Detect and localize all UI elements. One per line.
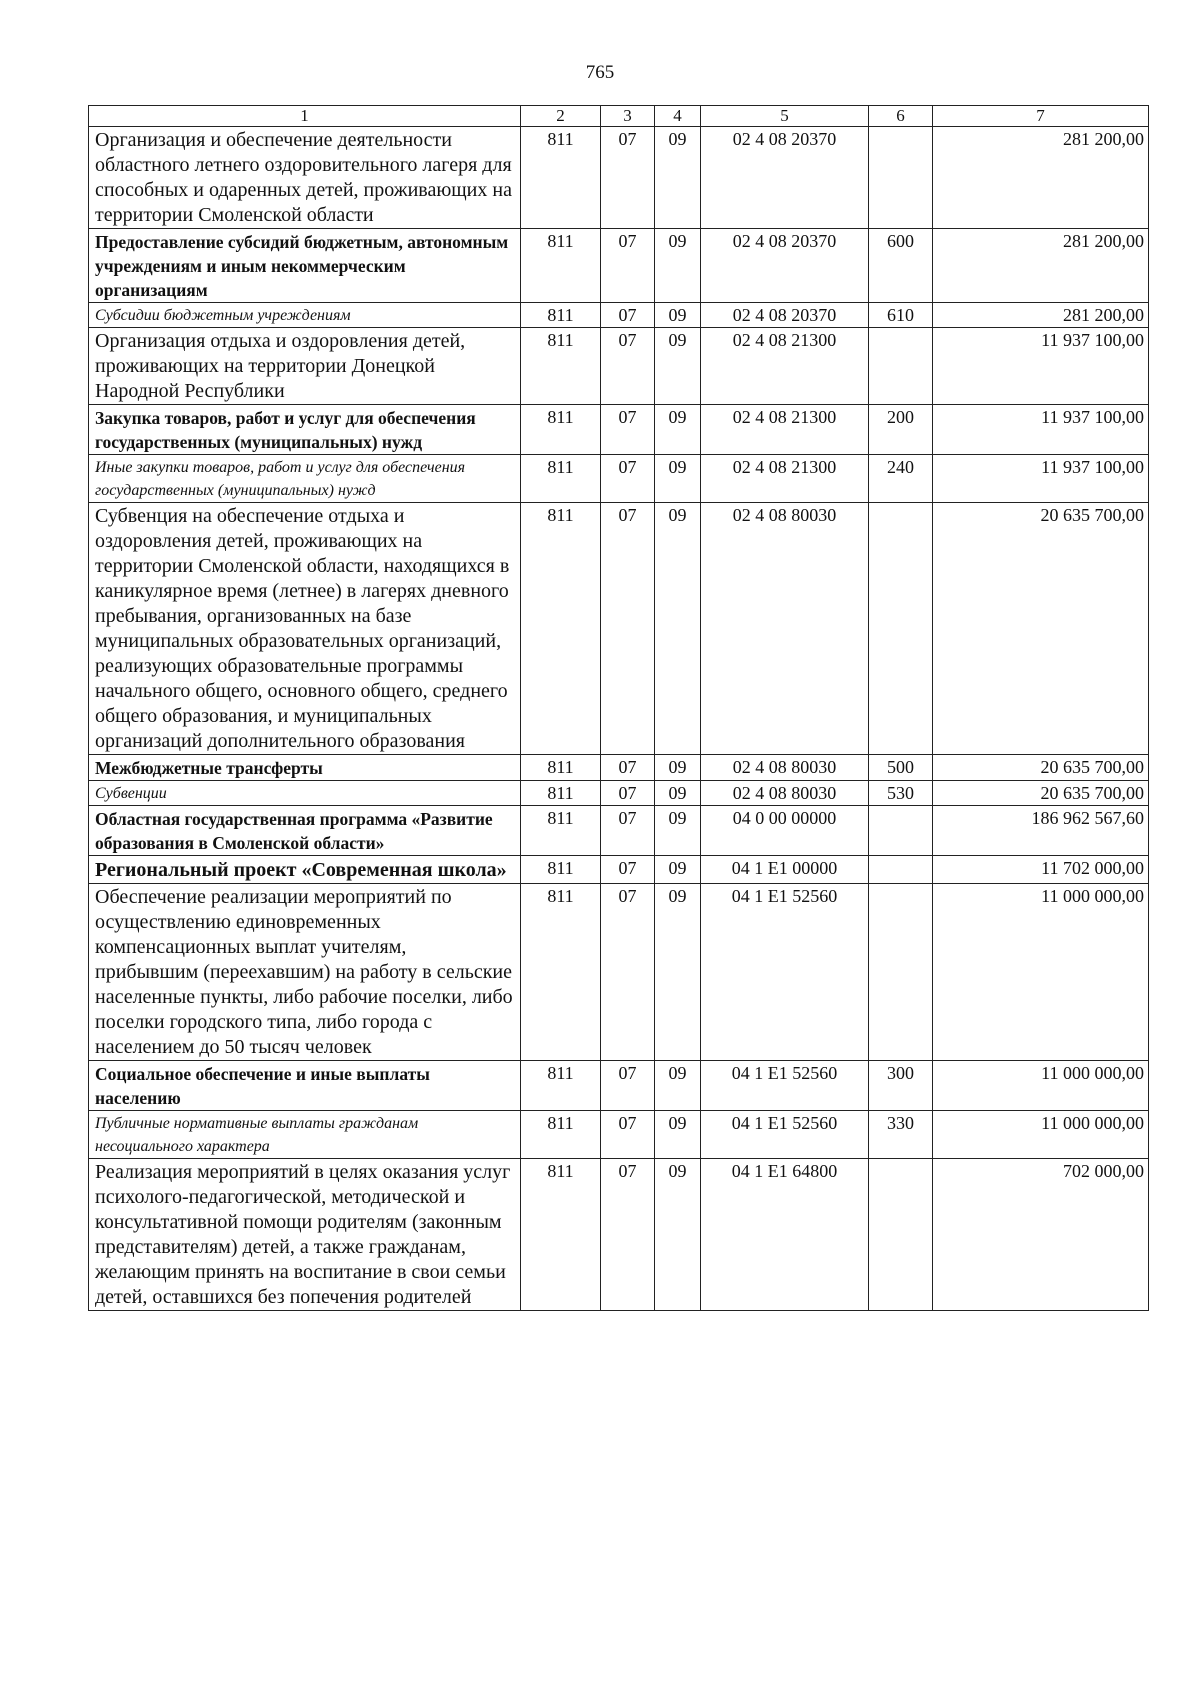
row-sum: 186 962 567,60 (933, 806, 1149, 856)
row-vr-code: 530 (869, 781, 933, 806)
row-csr-code: 04 1 E1 52560 (701, 1061, 869, 1111)
row-name: Иные закупки товаров, работ и услуг для обеспечения государственных (муниципальных) нужд (89, 455, 521, 503)
table-row (89, 806, 1149, 856)
header-col-5: 5 (701, 106, 869, 127)
table-row (89, 856, 1149, 884)
row-gr-code: 811 (521, 1061, 601, 1111)
row-gr-code: 811 (521, 1159, 601, 1311)
row-sum: 20 635 700,00 (933, 503, 1149, 755)
row-pr-code: 09 (655, 806, 701, 856)
row-gr-code: 811 (521, 229, 601, 303)
row-vr-code: 610 (869, 303, 933, 328)
table-row (89, 503, 1149, 755)
row-name: Публичные нормативные выплаты гражданам несоциального характера (89, 1111, 521, 1159)
row-vr-code: 200 (869, 405, 933, 455)
row-vr-code (869, 503, 933, 755)
row-sum: 702 000,00 (933, 1159, 1149, 1311)
row-gr-code: 811 (521, 1111, 601, 1159)
row-name: Обеспечение реализации мероприятий по осуществлению единовременных компенсационных выплат учителям, прибывшим (переехавшим) на работу в сельские населенные пункты, либо рабочие поселки, либо поселки городского типа, либо города с населением до 50 тысяч человек (89, 884, 521, 1061)
row-name: Реализация мероприятий в целях оказания услуг психолого-педагогической, методической и консультативной помощи родителям (законным представителям) детей, а также гражданам, желающим принять на воспитание в свои семьи детей, оставшихся без попечения родителей (89, 1159, 521, 1311)
row-csr-code: 02 4 08 21300 (701, 328, 869, 405)
row-gr-code: 811 (521, 455, 601, 503)
row-rz-code: 07 (601, 328, 655, 405)
row-csr-code: 02 4 08 80030 (701, 503, 869, 755)
table-row (89, 405, 1149, 455)
row-csr-code: 04 0 00 00000 (701, 806, 869, 856)
row-pr-code: 09 (655, 884, 701, 1061)
row-name: Закупка товаров, работ и услуг для обеспечения государственных (муниципальных) нужд (89, 405, 521, 455)
row-rz-code: 07 (601, 229, 655, 303)
row-rz-code: 07 (601, 856, 655, 884)
table-row (89, 755, 1149, 781)
row-pr-code: 09 (655, 405, 701, 455)
row-csr-code: 02 4 08 80030 (701, 781, 869, 806)
row-csr-code: 04 1 E1 00000 (701, 856, 869, 884)
row-gr-code: 811 (521, 806, 601, 856)
row-gr-code: 811 (521, 755, 601, 781)
table-row (89, 328, 1149, 405)
row-csr-code: 02 4 08 20370 (701, 229, 869, 303)
row-csr-code: 02 4 08 80030 (701, 755, 869, 781)
row-rz-code: 07 (601, 781, 655, 806)
row-gr-code: 811 (521, 127, 601, 229)
row-sum: 11 702 000,00 (933, 856, 1149, 884)
row-sum: 11 000 000,00 (933, 884, 1149, 1061)
row-pr-code: 09 (655, 1159, 701, 1311)
row-name: Региональный проект «Современная школа» (89, 856, 521, 884)
header-col-3: 3 (601, 106, 655, 127)
row-rz-code: 07 (601, 405, 655, 455)
row-sum: 11 937 100,00 (933, 328, 1149, 405)
row-vr-code (869, 127, 933, 229)
page-number: 765 (585, 62, 615, 83)
row-name: Субвенции (89, 781, 521, 806)
row-csr-code: 02 4 08 21300 (701, 455, 869, 503)
row-sum: 281 200,00 (933, 303, 1149, 328)
row-gr-code: 811 (521, 503, 601, 755)
row-pr-code: 09 (655, 127, 701, 229)
row-sum: 11 937 100,00 (933, 455, 1149, 503)
row-pr-code: 09 (655, 856, 701, 884)
row-rz-code: 07 (601, 303, 655, 328)
row-gr-code: 811 (521, 328, 601, 405)
row-sum: 11 000 000,00 (933, 1111, 1149, 1159)
row-vr-code: 240 (869, 455, 933, 503)
row-pr-code: 09 (655, 455, 701, 503)
row-pr-code: 09 (655, 303, 701, 328)
row-rz-code: 07 (601, 1159, 655, 1311)
row-vr-code (869, 856, 933, 884)
row-sum: 11 937 100,00 (933, 405, 1149, 455)
row-vr-code: 330 (869, 1111, 933, 1159)
budget-table (88, 105, 1149, 1311)
row-gr-code: 811 (521, 884, 601, 1061)
row-gr-code: 811 (521, 856, 601, 884)
table-row (89, 1159, 1149, 1311)
row-vr-code (869, 884, 933, 1061)
row-vr-code (869, 1159, 933, 1311)
row-name: Субвенция на обеспечение отдыха и оздоровления детей, проживающих на территории Смоленской области, находящихся в каникулярное время (летнее) в лагерях дневного пребывания, организованных на базе муниципальных образовательных организаций, реализующих образовательные программы начального общего, основного общего, среднего общего образования, и муниципальных организаций дополнительного образования (89, 503, 521, 755)
row-pr-code: 09 (655, 755, 701, 781)
row-rz-code: 07 (601, 806, 655, 856)
row-rz-code: 07 (601, 755, 655, 781)
row-csr-code: 04 1 E1 52560 (701, 1111, 869, 1159)
row-name: Областная государственная программа «Развитие образования в Смоленской области» (89, 806, 521, 856)
table-row (89, 781, 1149, 806)
row-gr-code: 811 (521, 303, 601, 328)
row-csr-code: 04 1 E1 64800 (701, 1159, 869, 1311)
row-pr-code: 09 (655, 1111, 701, 1159)
table-row (89, 229, 1149, 303)
row-rz-code: 07 (601, 455, 655, 503)
table-row (89, 127, 1149, 229)
table-row (89, 303, 1149, 328)
row-name: Организация и обеспечение деятельности областного летнего оздоровительного лагеря для способных и одаренных детей, проживающих на территории Смоленской области (89, 127, 521, 229)
row-sum: 20 635 700,00 (933, 755, 1149, 781)
table-row (89, 884, 1149, 1061)
row-vr-code (869, 328, 933, 405)
row-csr-code: 04 1 E1 52560 (701, 884, 869, 1061)
row-gr-code: 811 (521, 781, 601, 806)
row-name: Предоставление субсидий бюджетным, автономным учреждениям и иным некоммерческим организациям (89, 229, 521, 303)
header-col-1: 1 (89, 106, 521, 127)
header-col-6: 6 (869, 106, 933, 127)
row-pr-code: 09 (655, 781, 701, 806)
row-name: Социальное обеспечение и иные выплаты населению (89, 1061, 521, 1111)
row-csr-code: 02 4 08 20370 (701, 303, 869, 328)
row-csr-code: 02 4 08 20370 (701, 127, 869, 229)
row-vr-code (869, 806, 933, 856)
row-pr-code: 09 (655, 503, 701, 755)
row-pr-code: 09 (655, 229, 701, 303)
table-row (89, 1111, 1149, 1159)
row-sum: 11 000 000,00 (933, 1061, 1149, 1111)
row-rz-code: 07 (601, 884, 655, 1061)
row-rz-code: 07 (601, 1111, 655, 1159)
row-name: Субсидии бюджетным учреждениям (89, 303, 521, 328)
row-gr-code: 811 (521, 405, 601, 455)
row-csr-code: 02 4 08 21300 (701, 405, 869, 455)
row-rz-code: 07 (601, 1061, 655, 1111)
row-sum: 281 200,00 (933, 229, 1149, 303)
header-col-7: 7 (933, 106, 1149, 127)
row-vr-code: 300 (869, 1061, 933, 1111)
row-vr-code: 600 (869, 229, 933, 303)
row-rz-code: 07 (601, 127, 655, 229)
row-name: Межбюджетные трансферты (89, 755, 521, 781)
row-pr-code: 09 (655, 328, 701, 405)
row-pr-code: 09 (655, 1061, 701, 1111)
row-rz-code: 07 (601, 503, 655, 755)
row-sum: 20 635 700,00 (933, 781, 1149, 806)
row-sum: 281 200,00 (933, 127, 1149, 229)
header-col-4: 4 (655, 106, 701, 127)
row-vr-code: 500 (869, 755, 933, 781)
row-name: Организация отдыха и оздоровления детей, проживающих на территории Донецкой Народной Республики (89, 328, 521, 405)
table-row (89, 455, 1149, 503)
header-col-2: 2 (521, 106, 601, 127)
table-header-row (89, 106, 1149, 127)
table-row (89, 1061, 1149, 1111)
